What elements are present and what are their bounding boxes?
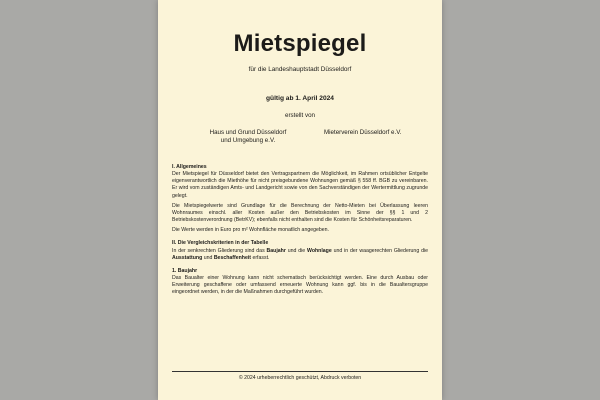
- section1-paragraph3: Die Werte werden in Euro pro m² Wohnfläche monatlich angegeben.: [172, 227, 329, 234]
- document-title: Mietspiegel: [233, 30, 367, 57]
- section2-paragraph: In der senkrechten Gliederung sind das Baujahr und die Wohnlage und in der waagerechten Gliederung die Ausstattung und Beschaffenheit erfasst.: [172, 247, 428, 261]
- section3-paragraph: Das Baualter einer Wohnung kann nicht schematisch berücksichtigt werden. Eine durch Ausbau oder Erweiterung geschaffene oder umfassend erneuerte Wohnung kann ggf. bis in die Baualtersgruppe eingeordnet werden, in der die Maßnahmen durchgeführt wurden.: [172, 275, 428, 296]
- term-ausstattung: Ausstattung: [172, 254, 203, 261]
- term-beschaffenheit: Beschaffenheit: [213, 254, 251, 261]
- party-haus-und-grund: [188, 129, 308, 146]
- party-left-line1: Haus und Grund Düsseldorf: [209, 129, 287, 136]
- footer-divider: [172, 371, 428, 372]
- party-mieterverein: [324, 129, 424, 137]
- document-body: [172, 164, 428, 297]
- party-right-name: Mieterverein Düsseldorf e.V.: [324, 129, 402, 136]
- section1-paragraph1: Der Mietspiegel für Düsseldorf bietet den Vertragspartnern die Möglichkeit, im Rahmen ortsüblicher Entgelte eigenverantwortlich die Miethöhe für nicht preisgebundene Wohnungen gemäß § 558 ff. BGB zu vereinbaren. Er wird vom zuständigen Amts- und Landgericht sowie von den Sachverständigen der Wertermittlung zugrunde gelegt.: [172, 171, 428, 199]
- party-left-line2: und Umgebung e.V.: [220, 137, 276, 145]
- document-subtitle: für die Landeshauptstadt Düsseldorf: [248, 66, 352, 73]
- term-wohnlage: Wohnlage: [307, 247, 332, 254]
- section-heading-baujahr: 1. Baujahr: [172, 267, 198, 274]
- section-heading-allgemeines: I. Allgemeines: [172, 164, 207, 170]
- copyright-footer: © 2024 urheberrechtlich geschützt, Abdruck verboten: [238, 375, 362, 381]
- valid-from: gültig ab 1. April 2024: [266, 95, 334, 102]
- section-heading-vergleichskriterien: II. Die Vergleichskriterien in der Tabelle: [172, 240, 269, 247]
- document-page: [158, 0, 442, 400]
- section1-paragraph2: Die Mietspiegelwerte sind Grundlage für die Berechnung der Netto-Mieten bei Überlassung leeren Wohnraumes einschl. aller Kosten außer den Betriebskosten im Sinne der §§ 1 und 2 Betriebskostenverordnung (BetrKV); ebenfalls nicht enthalten sind die Kosten für Schönheitsreparaturen.: [172, 202, 428, 224]
- created-by-label: erstellt von: [285, 112, 315, 119]
- term-baujahr: Baujahr: [266, 247, 286, 254]
